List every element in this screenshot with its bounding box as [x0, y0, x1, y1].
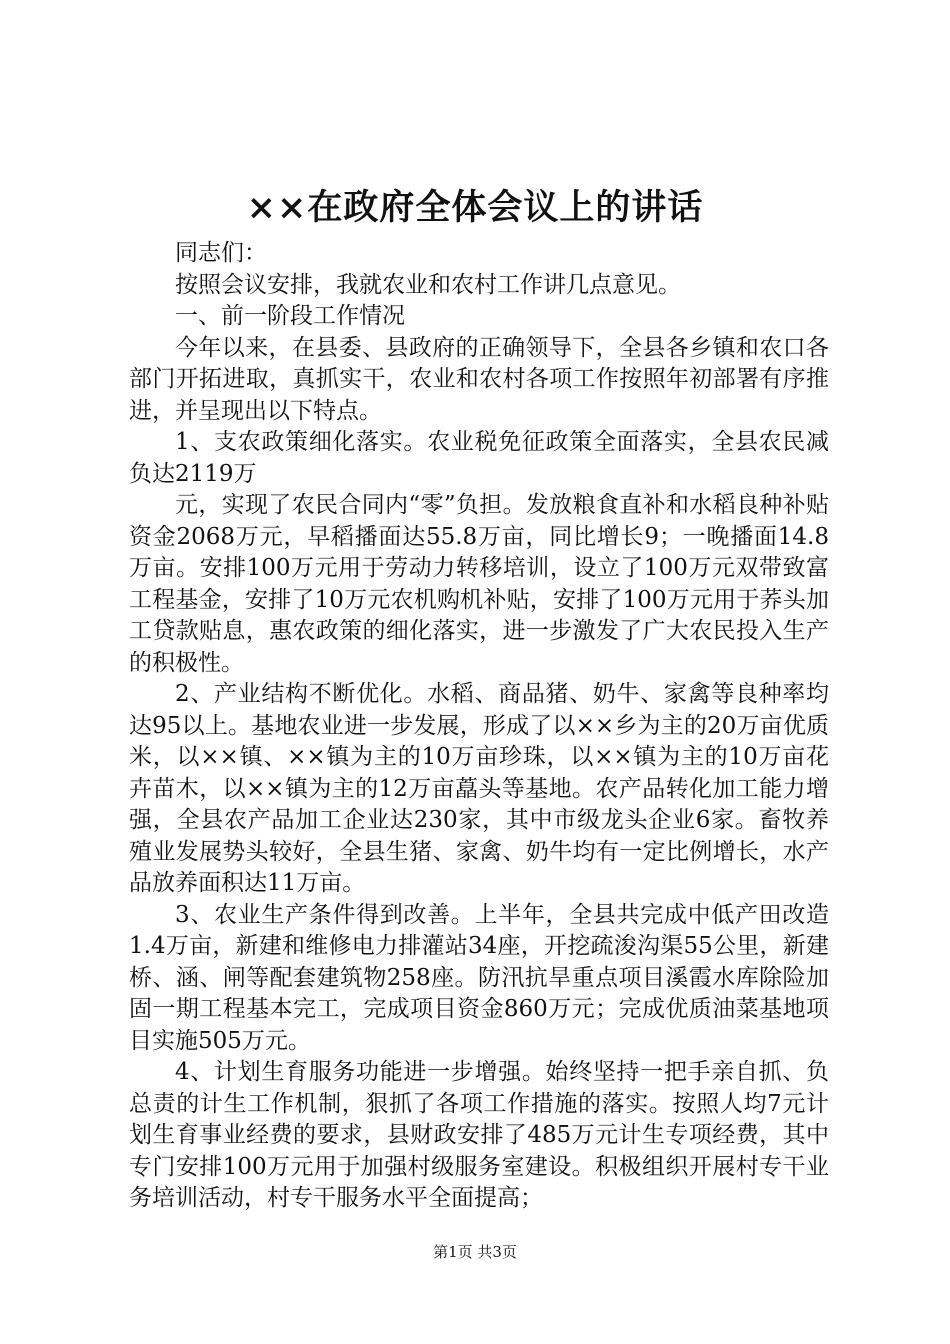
body-paragraph: 3、农业生产条件得到改善。上半年，全县共完成中低产田改造1.4万亩，新建和维修电力排灌站34座，开挖疏浚沟渠55公里，新建桥、涵、闸等配套建筑物258座。防汛抗旱重点项目溪霞水库除险加固一期工程基本完工，完成项目资金860万元；完成优质油菜基地项目实施505万元。 [129, 901, 829, 1054]
page-number-footer: 第1页 共3页 [433, 1243, 517, 1261]
body-paragraph: 今年以来，在县委、县政府的正确领导下，全县各乡镇和农口各部门开拓进取，真抓实干，农业和农村各项工作按照年初部署有序推进，并呈现出以下特点。 [129, 334, 829, 424]
body-paragraph: 4、计划生育服务功能进一步增强。始终坚持一把手亲自抓、负总责的计生工作机制，狠抓了各项工作措施的落实。按照人均7元计划生育事业经费的要求，县财政安排了485万元计生专项经费，其中专门安排100万元用于加强村级服务室建设。积极组织开展村专干业务培训活动，村专干服务水平全面提高； [129, 1059, 829, 1211]
document-body [129, 238, 829, 1215]
body-paragraph: 1、支农政策细化落实。农业税免征政策全面落实，全县农民减负达2119万 [129, 429, 829, 487]
document-title: ××在政府全体会议上的讲话 [246, 187, 704, 228]
section-heading: 一、前一阶段工作情况 [175, 303, 405, 329]
body-paragraph: 元，实现了农民合同内“零”负担。发放粮食直补和水稻良种补贴资金2068万元，早稻播面达55.8万亩，同比增长9；一晚播面14.8万亩。安排100万元用于劳动力转移培训，设立了100万元双带致富工程基金，安排了10万元农机购机补贴，安排了100万元用于荞头加工贷款贴息，惠农政策的细化落实，进一步激发了广大农民投入生产的积极性。 [129, 492, 829, 676]
salutation-paragraph: 同志们： [175, 240, 267, 266]
body-paragraph: 2、产业结构不断优化。水稻、商品猪、奶牛、家禽等良种率均达95以上。基地农业进一步发展，形成了以××乡为主的20万亩优质米，以××镇、××镇为主的10万亩珍珠，以××镇为主的10万亩花卉苗木，以××镇为主的12万亩藠头等基地。农产品转化加工能力增强，全县农产品加工企业达230家，其中市级龙头企业6家。畜牧养殖业发展势头较好，全县生猪、家禽、奶牛均有一定比例增长，水产品放养面积达11万亩。 [129, 681, 829, 896]
intro-paragraph: 按照会议安排，我就农业和农村工作讲几点意见。 [175, 271, 681, 298]
